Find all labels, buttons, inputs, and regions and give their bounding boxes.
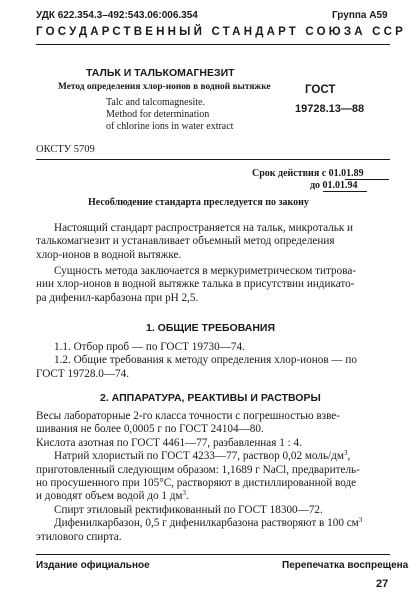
text-line: талькомагнезит и устанавливает объемный метод определения [36, 235, 335, 248]
superscript: 3 [358, 516, 363, 525]
subtitle-ru: Метод определения хлор-ионов в водной вытяжке [58, 82, 271, 92]
section-2-body [36, 410, 392, 544]
text-line: 1.2. Общие требования к методу определения хлор-ионов — по [54, 354, 357, 367]
section-2-heading: 2. АППАРАТУРА, РЕАКТИВЫ И РАСТВОРЫ [100, 392, 321, 404]
text-line: Весы лабораторные 2-го класса точности с погрешностью взве- [36, 410, 340, 422]
state-standard-banner: ГОСУДАРСТВЕННЫЙ СТАНДАРТ СОЮЗА ССР [36, 26, 407, 38]
text-line: 1.1. Отбор проб — по ГОСТ 19730—74. [54, 341, 245, 353]
text-fragment: Натрий хлористый по ГОСТ 4233—77, раствор 0,02 моль/дм [54, 450, 344, 463]
text-line: Спирт этиловый ректификованный по ГОСТ 18300—72. [54, 503, 323, 516]
validity-to: до 01.01.94 [310, 180, 358, 191]
text-line: ра дифенил-карбазона при рН 2,5. [36, 291, 199, 304]
title-en-line-2: Method for determination [106, 109, 210, 120]
text-line: Сущность метода заключается в меркуриметрическом титрова- [54, 265, 357, 277]
gost-number: 19728.13—88 [295, 103, 365, 115]
text-line: но просушенного при 105°С, растворяют в дистиллированной воде [36, 477, 357, 490]
legal-notice: Несоблюдение стандарта преследуется по закону [88, 197, 309, 208]
superscript: 3 [182, 489, 186, 498]
text-line: хлор-ионов в водной вытяжке. [36, 248, 182, 261]
okstu-rule [36, 159, 390, 160]
group-code: Группа А59 [332, 10, 388, 21]
gost-label: ГОСТ [305, 84, 336, 96]
text-line [36, 450, 392, 463]
reprint-prohibited: Перепечатка воспрещена [282, 560, 409, 571]
validity-from: Срок действия с 01.01.89 [252, 168, 364, 179]
page-number: 27 [376, 578, 389, 590]
udk-code: УДК 622.354.3–492:543.06:006.354 [36, 10, 198, 21]
text-line: этилового спирта. [36, 530, 122, 543]
text-line: приготовленный следующим образом: 1,1689 г NaCl, предваритель- [36, 463, 360, 476]
intro-paragraph-1 [36, 222, 392, 262]
text-fragment: и доводят объем водой до 1 дм [36, 490, 183, 503]
footer-rule [36, 554, 390, 555]
section-1-body [36, 341, 392, 381]
section-1-heading: 1. ОБЩИЕ ТРЕБОВАНИЯ [146, 322, 276, 334]
text-line [36, 490, 392, 503]
validity-to-underline [323, 191, 367, 192]
title-en-line-3: of chlorine ions in water extract [106, 121, 234, 132]
superscript: 3 [343, 449, 348, 458]
text-fragment: , [347, 450, 351, 463]
intro-paragraph-2 [36, 265, 392, 305]
title-en-line-1: Talc and talcomagnesite. [106, 97, 205, 108]
text-line: ГОСТ 19728.0—74. [36, 367, 130, 380]
text-line [36, 517, 392, 530]
title-ru: ТАЛЬК И ТАЛЬКОМАГНЕЗИТ [86, 67, 235, 79]
official-edition: Издание официальное [36, 560, 150, 571]
okstu-code: ОКСТУ 5709 [36, 144, 95, 155]
validity-from-underline [345, 179, 389, 180]
text-line: шивания не более 0,0005 г по ГОСТ 24104—80. [36, 423, 264, 436]
text-line: Кислота азотная по ГОСТ 4461—77, разбавленная 1 : 4. [36, 436, 302, 449]
text-fragment: Дифенилкарбазон, 0,5 г дифенилкарбазона растворяют в 100 см [54, 517, 359, 530]
header-rule [36, 44, 390, 45]
text-line: нии хлор-ионов в водной вытяжке талька в присутствии индикато- [36, 278, 355, 291]
text-fragment: . [186, 490, 189, 503]
text-line: Настоящий стандарт распространяется на тальк, микротальк и [54, 222, 354, 234]
